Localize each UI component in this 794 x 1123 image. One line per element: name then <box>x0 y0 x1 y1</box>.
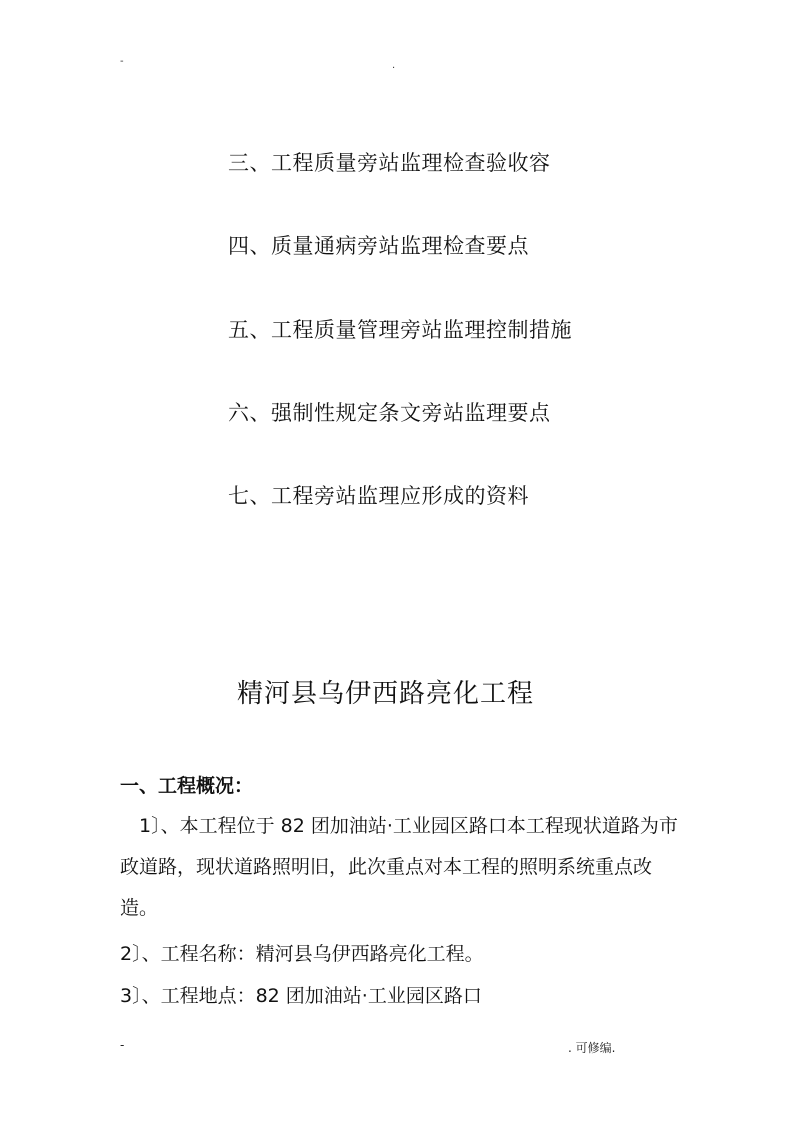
toc-item-5: 五、工程质量管理旁站监理控制措施 <box>228 318 572 342</box>
toc-item-6: 六、强制性规定条文旁站监理要点 <box>228 401 551 425</box>
header-left-mark: - <box>120 56 124 67</box>
project-name-line: 2〕、工程名称：精河县乌伊西路亮化工程。 <box>120 943 484 965</box>
toc-item-3: 三、工程质量旁站监理检查验收容 <box>228 151 551 175</box>
header-center-mark: . <box>392 60 396 71</box>
document-title: 精河县乌伊西路亮化工程 <box>237 679 535 709</box>
project-location-line: 3〕、工程地点：82 团加油站·工业园区路口 <box>120 985 482 1007</box>
toc-item-4: 四、质量通病旁站监理检查要点 <box>228 234 529 258</box>
footer-left-mark: - <box>120 1038 125 1052</box>
overview-paragraph: 1〕、本工程位于 82 团加油站·工业园区路口本工程现状道路为市政道路，现状道路照明旧，此次重点对本工程的照明系统重点改造。 <box>120 815 678 919</box>
footer-editable-note: . 可修编. <box>568 1041 616 1055</box>
section-heading: 一、工程概况： <box>120 775 254 797</box>
toc-item-7: 七、工程旁站监理应形成的资料 <box>228 484 529 508</box>
